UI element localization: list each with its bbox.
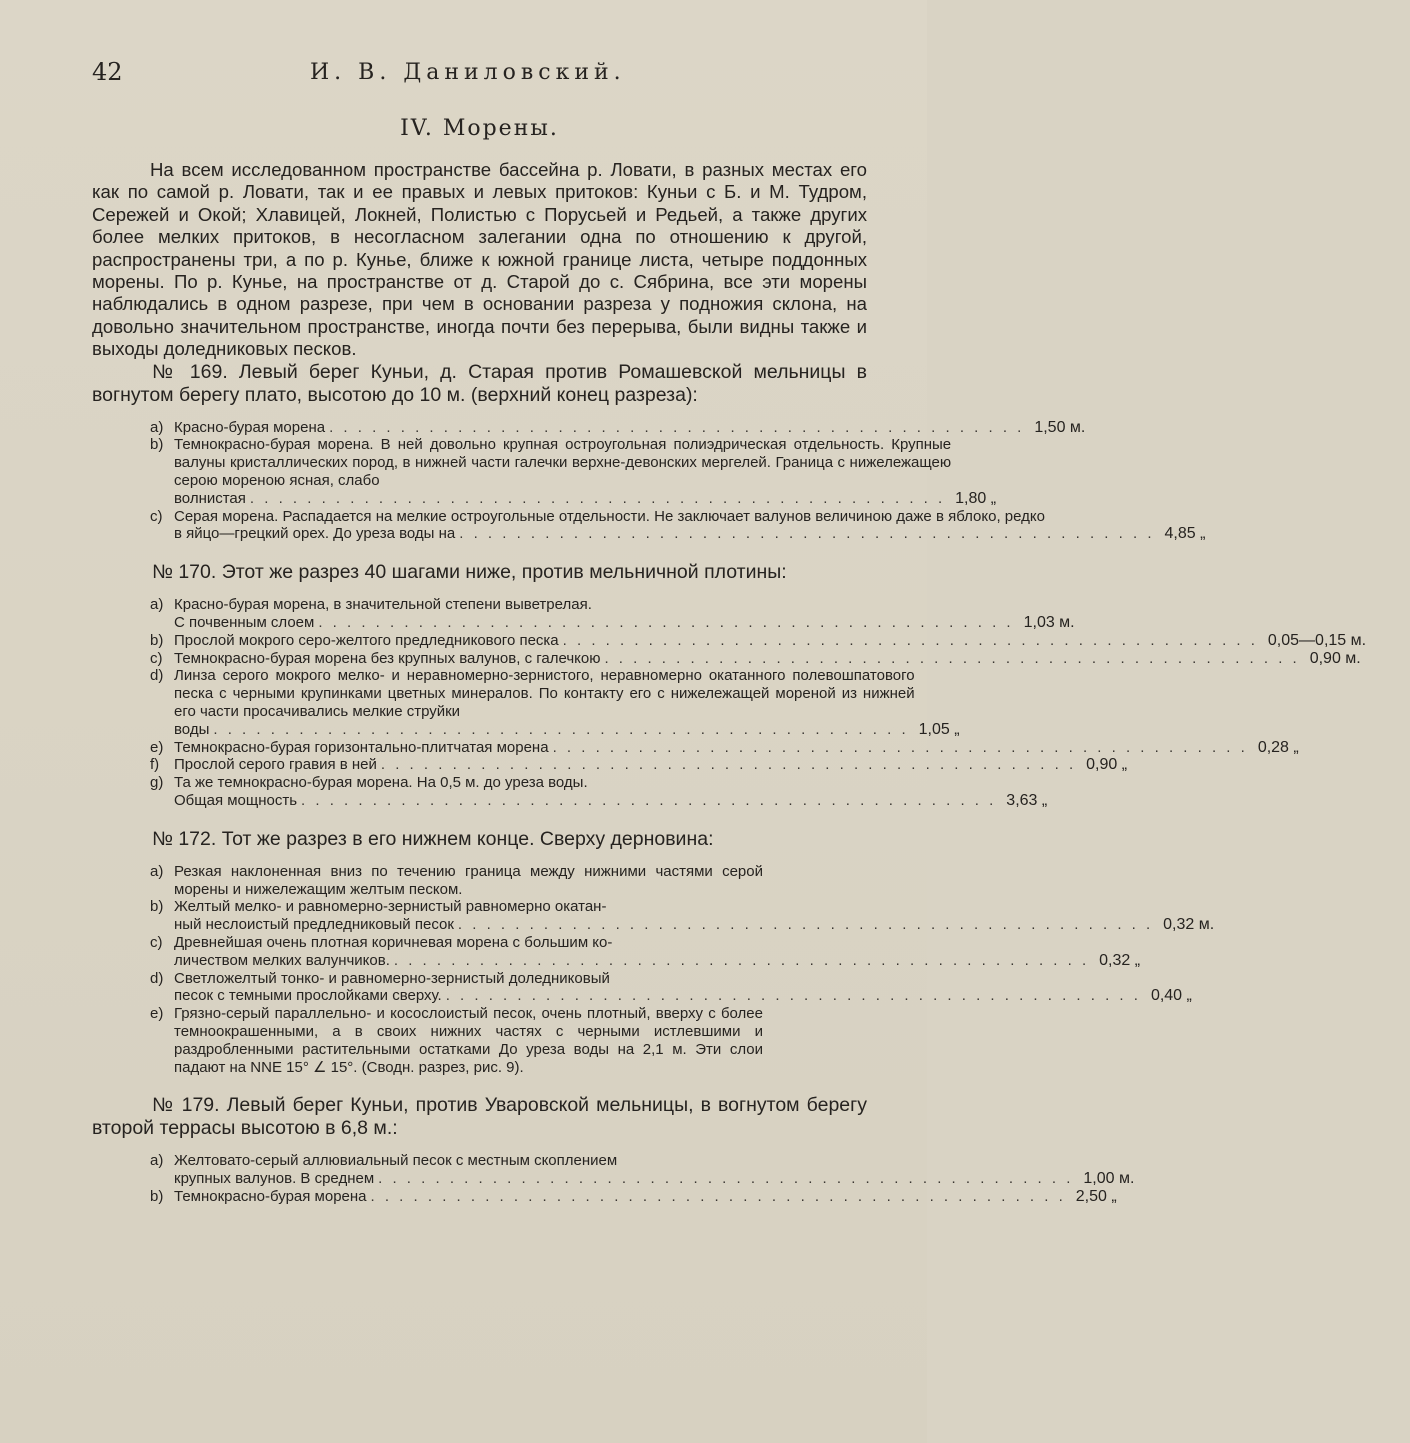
layer-description: Темнокрасно-бурая морена. В ней довольно крупная остроугольная полиэдрическая отдельность. Крупные валуны кристаллических пород, в нижней части галечки верхне-девонских мергелей. Граница с нижележащею серою мореною ясная, слабо xyxy=(174,436,952,490)
layer-item xyxy=(150,933,1141,970)
layer-item xyxy=(150,418,1086,437)
intro-paragraph: На всем исследованном пространстве бассейна р. Ловати, в разных местах его как по самой р. Ловати, так и ее правых и левых притоков: Куньи с Б. и М. Тудром, Сережей и Окой; Хлавицей, Локней, Полистью с Порусьей и Редьей, а также других более мелких притоков, в несогласном залегании одна по отношению к другой, распространены три, а по р. Кунье, ближе к южной границе листа, четыре поддонных морены. По р. Кунье, на пространстве от д. Старой до с. Сябрина, все эти морены наблюдались в одном разрезе, при чем в основании разреза у подножия склона, на довольно значительном пространстве, иногда почти без перерыва, были видны также и выходы доледниковых песков. xyxy=(92,159,867,360)
sections xyxy=(92,360,1367,1206)
layer-item xyxy=(150,631,1367,650)
layer-item xyxy=(150,969,1192,1006)
layer-item xyxy=(150,738,1299,757)
dot-leader: . . . . . . . . . . . . . . . . . . . . . . . . . . . . . . . . . . . . . . . . . . . . . . . . . xyxy=(301,792,997,809)
layer-letter: c) xyxy=(150,507,163,525)
layer-list xyxy=(150,862,1215,1077)
layer-thickness: 2,50 „ xyxy=(1075,1187,1117,1205)
layer-item xyxy=(150,507,1206,544)
layer-list xyxy=(150,596,1367,810)
dot-leader: . . . . . . . . . . . . . . . . . . . . . . . . . . . . . . . . . . . . . . . . . . . . . . . . . xyxy=(552,738,1248,756)
layer-description: Древнейшая очень плотная коричневая морена с большим ко- xyxy=(174,933,613,951)
layer-final-line: Общая мощность xyxy=(174,792,298,809)
dot-leader: . . . . . . . . . . . . . . . . . . . . . . . . . . . . . . . . . . . . . . . . . . . . . . . . . xyxy=(380,756,1077,774)
section-heading: № 169. Левый берег Куньи, д. Старая против Ромашевской мельницы в вогнутом берегу плато, высотою до 10 м. (верхний конец разреза): xyxy=(92,360,867,406)
layer-description: Желтый мелко- и равномерно-зернистый равномерно окатан- xyxy=(174,898,607,916)
layer-letter: a) xyxy=(150,1152,164,1170)
layer-letter: b) xyxy=(150,436,164,454)
dot-leader: . . . . . . . . . . . . . . . . . . . . . . . . . . . . . . . . . . . . . . . . . . . . . . . . . xyxy=(459,525,1155,543)
layer-item xyxy=(150,863,867,899)
dot-leader: . . . . . . . . . . . . . . . . . . . . . . . . . . . . . . . . . . . . . . . . . . . . . . . . . xyxy=(457,916,1154,934)
layer-final-line: Прослой серого гравия в ней xyxy=(174,756,377,774)
layer-thickness: 1,00 м. xyxy=(1083,1170,1135,1188)
layer-description: Грязно-серый параллельно- и косослоистый песок, очень плотный, вверху с более темноокрашенными, а в своих нижних частях с черными истлевшими и раздробленными растительными остатками До уреза воды на 2,1 м. Эти слои падают на NNE 15° ∠ 15°. (Сводн. разрез, рис. 9). xyxy=(174,1005,763,1076)
dot-leader: . . . . . . . . . . . . . . . . . . . . . . . . . . . . . . . . . . . . . . . . . . . . . . . . . xyxy=(249,489,946,507)
layer-thickness: 0,90 м. xyxy=(1309,649,1361,667)
page-number: 42 xyxy=(92,58,123,86)
dot-leader: . . . . . . . . . . . . . . . . . . . . . . . . . . . . . . . . . . . . . . . . . . . . . . . . . xyxy=(393,951,1090,969)
layer-letter: c) xyxy=(150,649,163,667)
layer-final-line: в яйцо—грецкий орех. До уреза воды на xyxy=(174,525,456,543)
dot-leader: . . . . . . . . . . . . . . . . . . . . . . . . . . . . . . . . . . . . . . . . . . . . . . . . . xyxy=(370,1187,1066,1205)
layer-thickness: 1,80 „ xyxy=(955,489,997,507)
layer-letter: e) xyxy=(150,738,164,756)
layer-description: Линза серого мокрого мелко- и неравномерно-зернистого, неравномерно окатанного полевошпатового песка с черными крупинками цветных минералов. По контакту его с нижележащей мореной из нижней его части просачивались мелкие струйки xyxy=(174,667,915,721)
layer-final-line: волнистая xyxy=(174,489,246,507)
dot-leader: . . . . . . . . . . . . . . . . . . . . . . . . . . . . . . . . . . . . . . . . . . . . . . . . . xyxy=(378,1170,1074,1188)
layer-thickness: 4,85 „ xyxy=(1164,525,1206,543)
layer-letter: b) xyxy=(150,631,164,649)
layer-list xyxy=(150,418,1206,544)
layer-list xyxy=(150,1152,1135,1205)
layer-description: Светложелтый тонко- и равномерно-зернистый доледниковый xyxy=(174,969,610,987)
layer-thickness: 0,32 м. xyxy=(1163,916,1215,934)
page-header xyxy=(92,58,867,98)
dot-leader: . . . . . . . . . . . . . . . . . . . . . . . . . . . . . . . . . . . . . . . . . . . . . . . . . xyxy=(604,649,1300,667)
layer-final-line: Темнокрасно-бурая морена xyxy=(174,1187,367,1205)
dot-leader: . . . . . . . . . . . . . . . . . . . . . . . . . . . . . . . . . . . . . . . . . . . . . . . . . xyxy=(562,631,1258,649)
section-heading: № 170. Этот же разрез 40 шагами ниже, против мельничной плотины: xyxy=(152,561,787,584)
running-head-author: И. В. Даниловский. xyxy=(310,60,626,85)
layer-letter: f) xyxy=(150,756,160,774)
layer-letter: a) xyxy=(150,862,164,880)
dot-leader: . . . . . . . . . . . . . . . . . . . . . . . . . . . . . . . . . . . . . . . . . . . . . . . . . xyxy=(213,720,909,738)
layer-final-line: Темнокрасно-бурая морена без крупных валунов, с галечкою xyxy=(174,649,601,667)
layer-letter: e) xyxy=(150,1005,164,1023)
layer-description: Желтовато-серый аллювиальный песок с местным скоплением xyxy=(174,1152,618,1170)
section-title: IV. Морены. xyxy=(400,116,559,141)
layer-final-line: личеством мелких валунчиков. xyxy=(174,951,390,969)
layer-letter: a) xyxy=(150,596,164,614)
layer-item xyxy=(150,774,1048,810)
layer-thickness: 0,28 „ xyxy=(1257,738,1299,756)
layer-final-line: крупных валунов. В среднем xyxy=(174,1170,375,1188)
layer-item xyxy=(150,667,960,738)
section-heading: № 179. Левый берег Куньи, против Уваровской мельницы, в вогнутом берегу второй террасы высотою в 6,8 м.: xyxy=(92,1094,867,1140)
layer-thickness: 1,03 м. xyxy=(1023,614,1075,632)
layer-final-line: С почвенным слоем xyxy=(174,614,315,632)
layer-letter: b) xyxy=(150,898,164,916)
dot-leader: . . . . . . . . . . . . . . . . . . . . . . . . . . . . . . . . . . . . . . . . . . . . . . . . . xyxy=(329,418,1025,436)
layer-item xyxy=(150,596,1075,632)
layer-letter: a) xyxy=(150,418,164,436)
layer-final-line: воды xyxy=(174,720,210,738)
dot-leader: . . . . . . . . . . . . . . . . . . . . . . . . . . . . . . . . . . . . . . . . . . . . . . . . . xyxy=(445,987,1141,1005)
dot-leader: . . . . . . . . . . . . . . . . . . . . . . . . . . . . . . . . . . . . . . . . . . . . . . . . . xyxy=(318,614,1014,632)
layer-item xyxy=(150,1187,1117,1206)
section-heading: № 172. Тот же разрез в его нижнем конце. Сверху дерновина: xyxy=(152,827,714,850)
layer-thickness: 1,50 м. xyxy=(1034,418,1086,436)
layer-description: Резкая наклоненная вниз по течению граница между нижними частями серой морены и нижележащим желтым песком. xyxy=(174,862,763,898)
layer-final-line: Красно-бурая морена xyxy=(174,418,326,436)
layer-letter: c) xyxy=(150,933,163,951)
layer-final-line: Прослой мокрого серо-желтого предледникового песка xyxy=(174,631,559,649)
layer-item xyxy=(150,756,1128,774)
layer-letter: d) xyxy=(150,667,164,685)
layer-letter: d) xyxy=(150,969,164,987)
layer-thickness: 0,05—0,15 м. xyxy=(1267,631,1367,649)
layer-final-line: песок с темными прослойками сверху. xyxy=(174,987,442,1005)
layer-thickness: 1,05 „ xyxy=(918,720,960,738)
layer-thickness: 0,40 „ xyxy=(1150,987,1192,1005)
layer-description: Серая морена. Распадается на мелкие остроугольные отдельности. Не заключает валунов величиною даже в яблоко, редко xyxy=(174,507,1045,525)
layer-item xyxy=(150,436,997,507)
layer-thickness: 0,32 „ xyxy=(1099,951,1141,969)
layer-item xyxy=(150,1005,867,1076)
layer-description: Та же темнокрасно-бурая морена. На 0,5 м. до уреза воды. xyxy=(174,774,588,792)
layer-thickness: 3,63 „ xyxy=(1006,792,1048,809)
layer-description: Красно-бурая морена, в значительной степени выветрелая. xyxy=(174,596,592,614)
layer-thickness: 0,90 „ xyxy=(1086,756,1128,774)
layer-item xyxy=(150,898,1215,934)
layer-letter: b) xyxy=(150,1187,164,1205)
layer-item xyxy=(150,1152,1135,1188)
layer-final-line: ный неслоистый предледниковый песок xyxy=(174,916,454,934)
layer-final-line: Темнокрасно-бурая горизонтально-плитчатая морена xyxy=(174,738,549,756)
layer-item xyxy=(150,649,1361,668)
layer-letter: g) xyxy=(150,774,164,792)
